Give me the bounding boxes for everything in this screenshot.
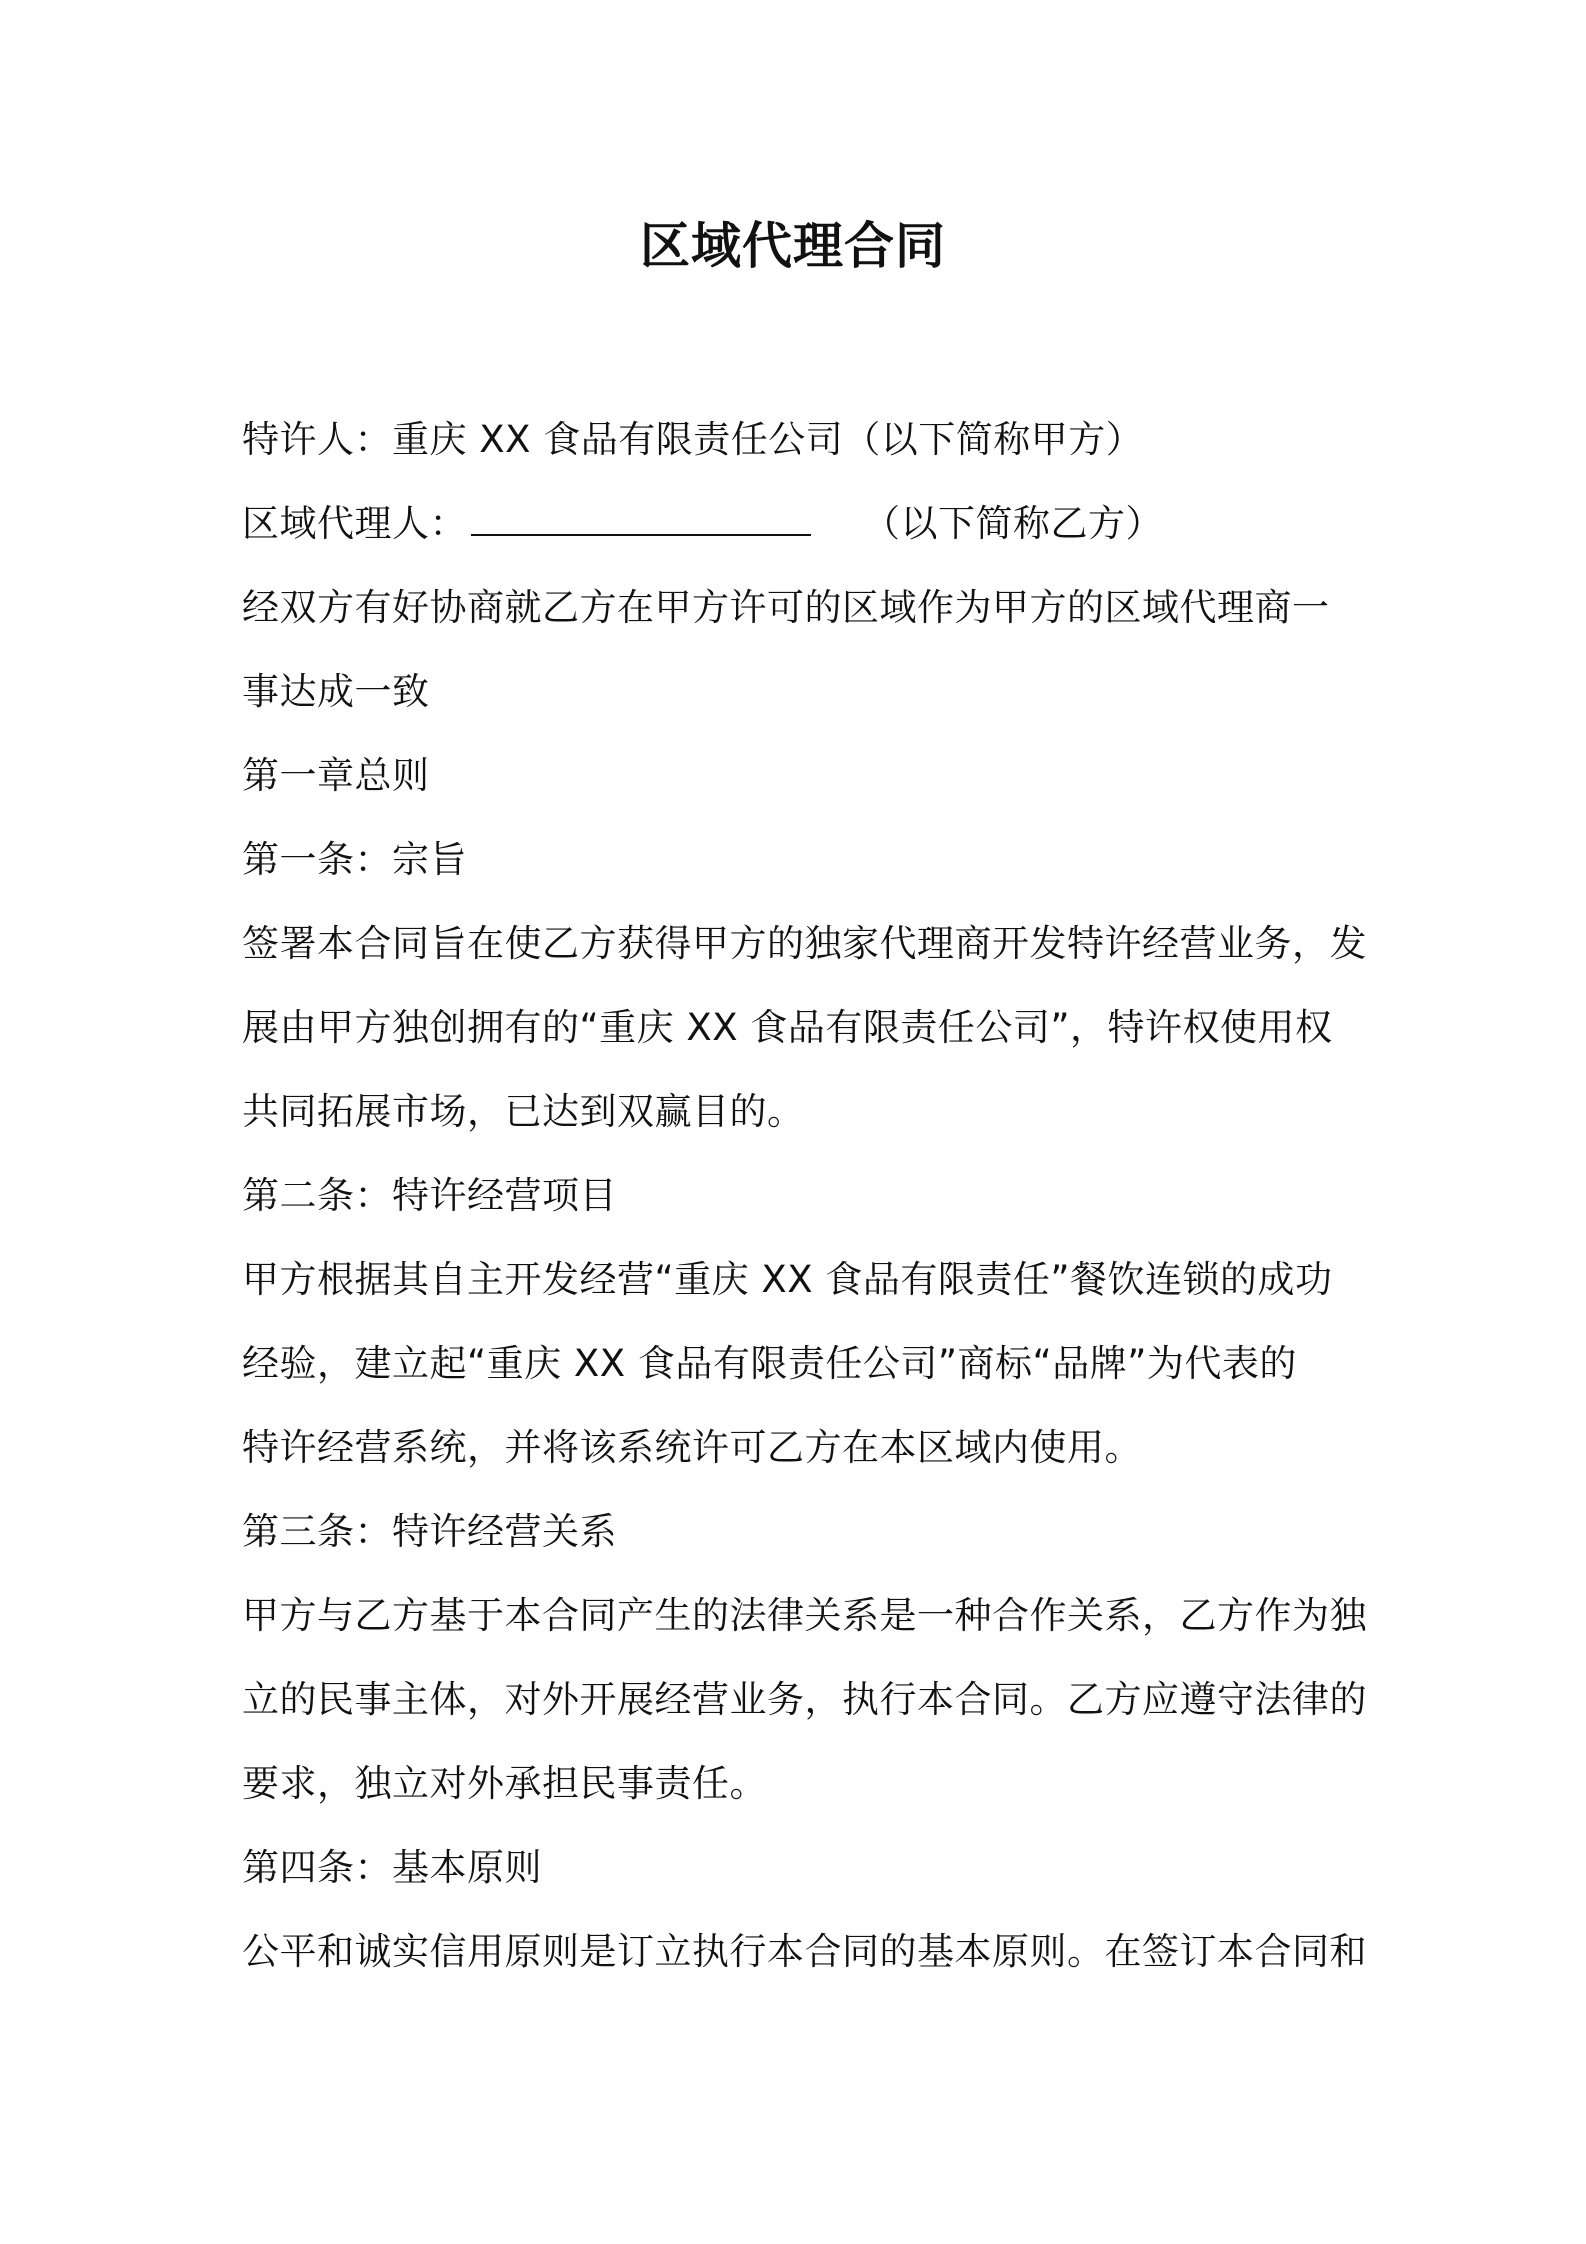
intro-line-1: 经双方有好协商就乙方在甲方许可的区域作为甲方的区域代理商一 bbox=[242, 586, 1330, 629]
agent-suffix: （以下简称乙方） bbox=[863, 502, 1163, 545]
document-title: 区域代理合同 bbox=[640, 217, 946, 275]
article-2-line-3: 特许经营系统，并将该系统许可乙方在本区域内使用。 bbox=[242, 1426, 1142, 1469]
article-2-line-2: 经验，建立起“重庆 XX 食品有限责任公司”商标“品牌”为代表的 bbox=[242, 1342, 1297, 1385]
article-3-line-3: 要求，独立对外承担民事责任。 bbox=[242, 1762, 767, 1805]
article-3-line-1: 甲方与乙方基于本合同产生的法律关系是一种合作关系，乙方作为独 bbox=[242, 1594, 1367, 1637]
article-3-heading: 第三条：特许经营关系 bbox=[242, 1510, 617, 1553]
article-4-line-1: 公平和诚实信用原则是订立执行本合同的基本原则。在签订本合同和 bbox=[242, 1930, 1367, 1973]
chapter-1-heading: 第一章总则 bbox=[242, 754, 430, 797]
document-body bbox=[242, 398, 1367, 1994]
article-2-heading: 第二条：特许经营项目 bbox=[242, 1174, 617, 1217]
article-4-heading: 第四条：基本原则 bbox=[242, 1846, 542, 1889]
agent-line bbox=[242, 482, 1362, 566]
article-3-line-2: 立的民事主体，对外开展经营业务，执行本合同。乙方应遵守法律的 bbox=[242, 1678, 1367, 1721]
article-1-line-2: 展由甲方独创拥有的“重庆 XX 食品有限责任公司”，特许权使用权 bbox=[242, 1006, 1333, 1049]
franchisor-line: 特许人：重庆 XX 食品有限责任公司（以下简称甲方） bbox=[242, 418, 1144, 461]
article-1-line-3: 共同拓展市场，已达到双赢目的。 bbox=[242, 1090, 805, 1133]
agent-label: 区域代理人： bbox=[242, 502, 467, 545]
intro-line-2: 事达成一致 bbox=[242, 670, 430, 713]
agent-name-blank bbox=[471, 496, 811, 536]
article-1-heading: 第一条：宗旨 bbox=[242, 838, 467, 881]
article-2-line-1: 甲方根据其自主开发经营“重庆 XX 食品有限责任”餐饮连锁的成功 bbox=[242, 1258, 1333, 1301]
article-1-line-1: 签署本合同旨在使乙方获得甲方的独家代理商开发特许经营业务，发 bbox=[242, 922, 1367, 965]
